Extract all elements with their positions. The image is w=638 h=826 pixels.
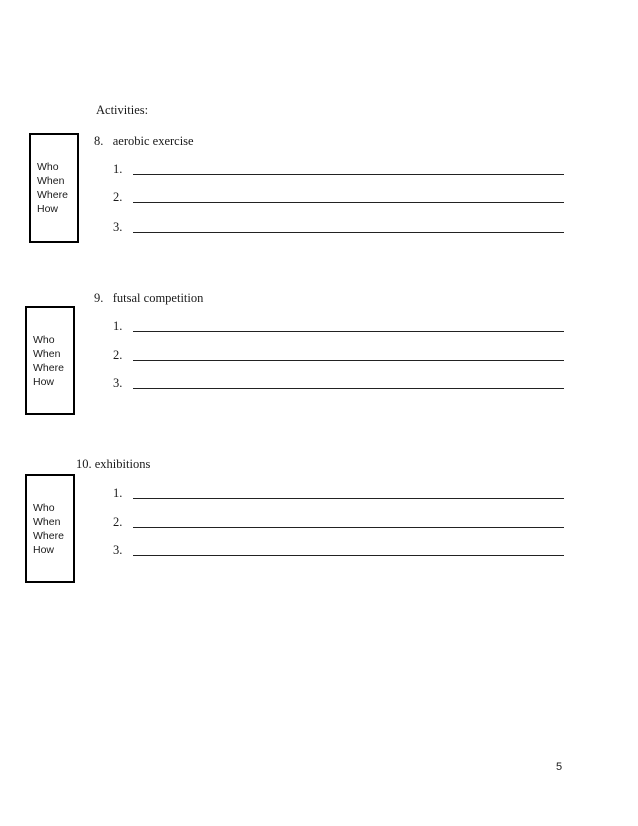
item-number: 3. (113, 220, 123, 234)
item-number: 3. (113, 543, 123, 557)
section-number: 10. (76, 457, 92, 471)
item-number: 1. (113, 162, 123, 176)
section-8-heading (94, 134, 194, 149)
box-label-when: When (37, 175, 65, 187)
blank-line[interactable] (133, 360, 564, 361)
item-number: 2. (113, 190, 123, 204)
section-9-heading (94, 291, 203, 306)
box-label-where: Where (37, 189, 68, 201)
item-number: 3. (113, 376, 123, 390)
question-box-8 (29, 133, 79, 243)
blank-line[interactable] (133, 555, 564, 556)
section-number: 8. (94, 134, 104, 148)
item-number: 1. (113, 486, 123, 500)
item-number: 1. (113, 319, 123, 333)
blank-line[interactable] (133, 331, 564, 332)
activities-heading: Activities: (96, 103, 149, 117)
section-number: 9. (94, 291, 104, 305)
section-title: exhibitions (94, 457, 151, 471)
blank-line[interactable] (133, 388, 564, 389)
box-label-when: When (33, 348, 61, 360)
page-number: 5 (556, 761, 563, 773)
section-title: aerobic exercise (112, 134, 194, 148)
item-number: 2. (113, 515, 123, 529)
box-label-who: Who (33, 502, 55, 514)
box-label-how: How (33, 544, 55, 556)
box-label-who: Who (33, 334, 55, 346)
box-label-how: How (33, 376, 55, 388)
blank-line[interactable] (133, 527, 564, 528)
item-number: 2. (113, 348, 123, 362)
box-label-when: When (33, 516, 61, 528)
box-label-where: Where (33, 530, 64, 542)
box-label-where: Where (33, 362, 64, 374)
blank-line[interactable] (133, 202, 564, 203)
box-label-how: How (37, 203, 59, 215)
blank-line[interactable] (133, 232, 564, 233)
section-10-heading (76, 457, 150, 472)
box-label-who: Who (37, 161, 59, 173)
section-title: futsal competition (112, 291, 204, 305)
question-box-10 (25, 474, 75, 583)
blank-line[interactable] (133, 498, 564, 499)
question-box-9 (25, 306, 75, 415)
blank-line[interactable] (133, 174, 564, 175)
